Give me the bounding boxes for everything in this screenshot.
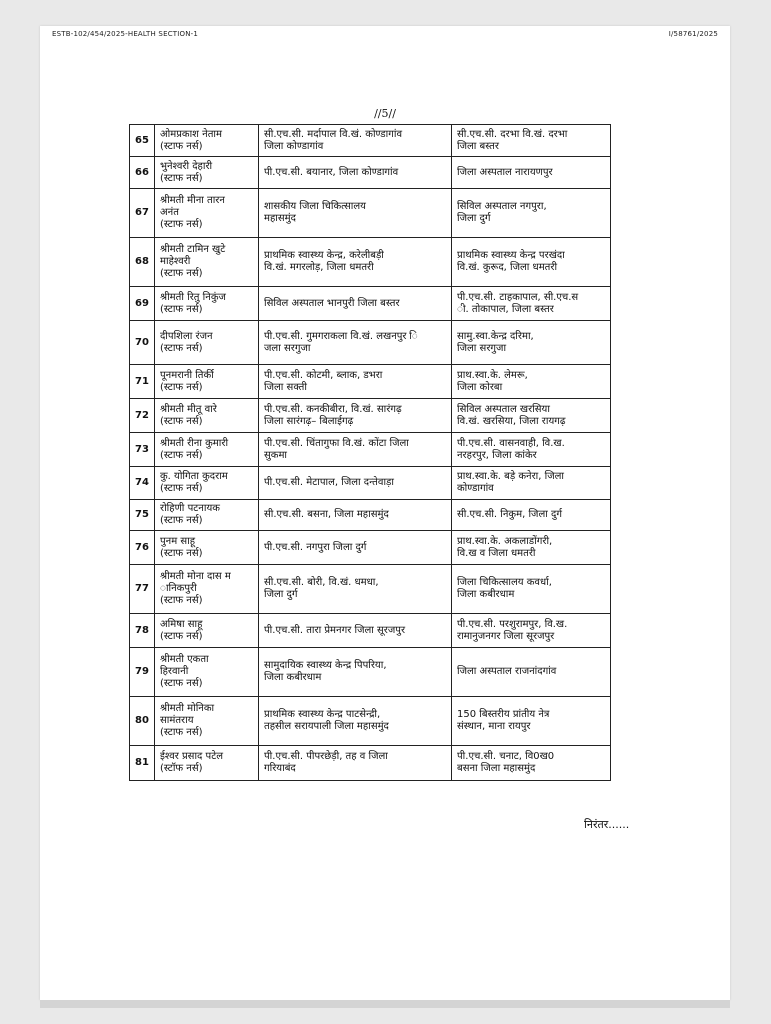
row-number: 69: [130, 287, 155, 321]
current-posting: सी.एच.सी. बोरी, वि.खं. धमधा, जिला दुर्ग: [259, 565, 452, 614]
row-number: 78: [130, 614, 155, 648]
transfer-posting: जिला चिकित्सालय कवर्धा, जिला कबीरधाम: [452, 565, 611, 614]
employee-name: श्रीमती रितु निकुंज (स्टाफ नर्स): [155, 287, 259, 321]
scroll-edge: [40, 1000, 730, 1008]
transfer-posting: प्राथमिक स्वास्थ्य केन्द्र परखंदा वि.खं. कुरूद, जिला धमतरी: [452, 238, 611, 287]
transfer-posting: पी.एच.सी. परशुरामपुर, वि.ख. रामानुजनगर जिला सूरजपुर: [452, 614, 611, 648]
row-number: 65: [130, 125, 155, 157]
current-posting: पी.एच.सी. चिंतागुफा वि.खं. कोंटा जिला सुकमा: [259, 433, 452, 467]
current-posting: सामुदायिक स्वास्थ्य केन्द्र पिपरिया, जिला कबीरधाम: [259, 648, 452, 697]
current-posting: पी.एच.सी. मेटापाल, जिला दन्तेवाड़ा: [259, 467, 452, 500]
current-posting: पी.एच.सी. तारा प्रेमनगर जिला सूरजपुर: [259, 614, 452, 648]
file-reference: ESTB-102/454/2025-HEALTH SECTION-1: [52, 30, 199, 38]
row-number: 68: [130, 238, 155, 287]
row-number: 76: [130, 531, 155, 565]
transfer-posting: सी.एच.सी. दरभा वि.खं. दरभा जिला बस्तर: [452, 125, 611, 157]
table-row: [130, 321, 611, 365]
row-number: 73: [130, 433, 155, 467]
transfer-posting: पी.एच.सी. टाहकापाल, सी.एच.स ी. तोकापाल, जिला बस्तर: [452, 287, 611, 321]
employee-name: श्रीमती रीना कुमारी (स्टाफ नर्स): [155, 433, 259, 467]
row-number: 81: [130, 746, 155, 781]
row-number: 74: [130, 467, 155, 500]
row-number: 75: [130, 500, 155, 531]
current-posting: सी.एच.सी. बसना, जिला महासमुंद: [259, 500, 452, 531]
table-row: [130, 614, 611, 648]
document-number: I/58761/2025: [668, 30, 718, 38]
current-posting: प्राथमिक स्वास्थ्य केन्द्र पाटसेन्द्री, तहसील सरायपाली जिला महासमुंद: [259, 697, 452, 746]
current-posting: पी.एच.सी. कनकीबीरा, वि.खं. सारंगढ़ जिला सारंगढ़– बिलाईगढ़: [259, 399, 452, 433]
current-posting: पी.एच.सी. कोटमी, ब्लाक, डभरा जिला सक्ती: [259, 365, 452, 399]
transfer-posting: जिला अस्पताल नारायणपुर: [452, 157, 611, 189]
employee-name: श्रीमती मोनिका सामंतराय (स्टाफ नर्स): [155, 697, 259, 746]
transfer-posting: जिला अस्पताल राजनांदगांव: [452, 648, 611, 697]
table-row: [130, 287, 611, 321]
transfer-posting: पी.एच.सी. वासनवाही, वि.ख. नरहरपुर, जिला कांकेर: [452, 433, 611, 467]
employee-name: श्रीमती मोना दास म ानिकपुरी (स्टाफ नर्स): [155, 565, 259, 614]
transfer-posting: सी.एच.सी. निकुम, जिला दुर्ग: [452, 500, 611, 531]
employee-name: दीपशिला रंजन (स्टाफ नर्स): [155, 321, 259, 365]
row-number: 71: [130, 365, 155, 399]
employee-name: ओमप्रकाश नेताम (स्टाफ नर्स): [155, 125, 259, 157]
employee-name: श्रीमती एकता हिरवानी (स्टाफ नर्स): [155, 648, 259, 697]
employee-name: रोहिणी पटनायक (स्टाफ नर्स): [155, 500, 259, 531]
current-posting: पी.एच.सी. नगपुरा जिला दुर्ग: [259, 531, 452, 565]
table-row: [130, 399, 611, 433]
employee-name: श्रीमती टामिन खुटे माहेश्वरी (स्टाफ नर्स): [155, 238, 259, 287]
current-posting: सी.एच.सी. मर्दापाल वि.खं. कोण्डागांव जिला कोण्डागांव: [259, 125, 452, 157]
document-page: [40, 26, 730, 1000]
employee-name: अमिषा साहू (स्टाफ नर्स): [155, 614, 259, 648]
transfer-posting: प्राथ.स्वा.के. बड़े कनेरा, जिला कोण्डागांव: [452, 467, 611, 500]
transfer-posting: सिविल अस्पताल खरसिया वि.खं. खरसिया, जिला रायगढ़: [452, 399, 611, 433]
transfer-posting: सिविल अस्पताल नगपुरा, जिला दुर्ग: [452, 189, 611, 238]
table-row: [130, 189, 611, 238]
row-number: 80: [130, 697, 155, 746]
table-row: [130, 365, 611, 399]
table-row: [130, 467, 611, 500]
employee-name: कु. योगिता कुदराम (स्टाफ नर्स): [155, 467, 259, 500]
transfer-posting: प्राथ.स्वा.के. अकलाडोंगरी, वि.ख व जिला धमतरी: [452, 531, 611, 565]
row-number: 79: [130, 648, 155, 697]
current-posting: पी.एच.सी. पीपरछेड़ी, तह व जिला गरियाबंद: [259, 746, 452, 781]
table-row: [130, 697, 611, 746]
row-number: 67: [130, 189, 155, 238]
employee-name: ईश्वर प्रसाद पटेल (स्टॉफ नर्स): [155, 746, 259, 781]
employee-name: पुनम साहू (स्टाफ नर्स): [155, 531, 259, 565]
table-row: [130, 157, 611, 189]
table-row: [130, 531, 611, 565]
table-row: [130, 565, 611, 614]
current-posting: सिविल अस्पताल भानपुरी जिला बस्तर: [259, 287, 452, 321]
table-row: [130, 746, 611, 781]
transfer-posting: सामु.स्वा.केन्द्र दरिमा, जिला सरगुजा: [452, 321, 611, 365]
transfer-posting: 150 बिस्तरीय प्रांतीय नेत्र संस्थान, माना रायपुर: [452, 697, 611, 746]
transfer-posting: प्राथ.स्वा.के. लेमरू, जिला कोरबा: [452, 365, 611, 399]
current-posting: पी.एच.सी. गुमगराकला वि.खं. लखनपुर ि जला सरगुजा: [259, 321, 452, 365]
row-number: 66: [130, 157, 155, 189]
row-number: 70: [130, 321, 155, 365]
table-row: [130, 500, 611, 531]
table-row: [130, 238, 611, 287]
continued-label: निरंतर......: [584, 818, 630, 831]
current-posting: शासकीय जिला चिकित्सालय महासमुंद: [259, 189, 452, 238]
transfer-table: [129, 124, 611, 781]
row-number: 77: [130, 565, 155, 614]
table-row: [130, 433, 611, 467]
table-row: [130, 125, 611, 157]
employee-name: श्रीमती मीतू वारे (स्टाफ नर्स): [155, 399, 259, 433]
employee-name: श्रीमती मीना तारन अनंत (स्टाफ नर्स): [155, 189, 259, 238]
transfer-posting: पी.एच.सी. चनाट, वि0ख0 बसना जिला महासमुंद: [452, 746, 611, 781]
employee-name: भुनेश्वरी देहारी (स्टाफ नर्स): [155, 157, 259, 189]
row-number: 72: [130, 399, 155, 433]
current-posting: पी.एच.सी. बयानार, जिला कोण्डागांव: [259, 157, 452, 189]
page-number: //5//: [374, 107, 396, 120]
employee-name: पूनमरानी तिर्की (स्टाफ नर्स): [155, 365, 259, 399]
table-row: [130, 648, 611, 697]
current-posting: प्राथमिक स्वास्थ्य केन्द्र, करेलीबड़ी वि.खं. मगरलोड़, जिला धमतरी: [259, 238, 452, 287]
